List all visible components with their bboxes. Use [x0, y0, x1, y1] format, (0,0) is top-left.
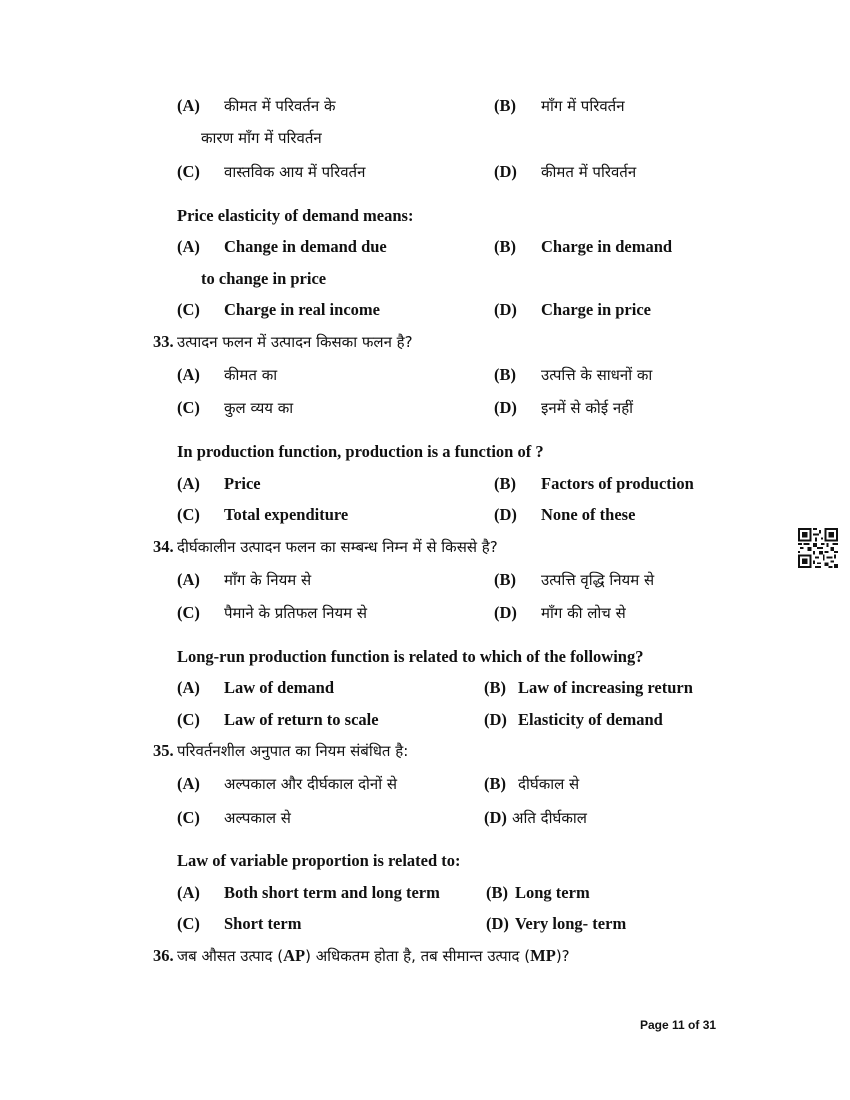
option-text: Price	[224, 474, 261, 493]
option-label: (B)	[494, 96, 516, 115]
option-label: (A)	[177, 774, 200, 793]
question-text: In production function, production is a function of ?	[177, 442, 544, 461]
option-text: Charge in price	[541, 300, 651, 319]
option-text: Elasticity of demand	[518, 710, 663, 729]
option-label: (B)	[494, 474, 516, 493]
option-label: (A)	[177, 237, 200, 256]
option-text: कीमत में परिवर्तन के	[224, 97, 336, 115]
option-label: (A)	[177, 365, 200, 384]
option-text: पैमाने के प्रतिफल नियम से	[224, 604, 368, 622]
option-text: Factors of production	[541, 474, 694, 493]
option-text: दीर्घकाल से	[518, 775, 580, 793]
question-number: 34.	[153, 537, 174, 556]
option-text: अल्पकाल और दीर्घकाल दोनों से	[224, 775, 398, 793]
question-text: उत्पादन फलन में उत्पादन किसका फलन है?	[177, 333, 413, 351]
question-text: Law of variable proportion is related to:	[177, 851, 461, 870]
option-label: (C)	[177, 914, 200, 933]
option-text: कारण माँग में परिवर्तन	[201, 129, 322, 147]
option-label: (A)	[177, 678, 200, 697]
option-text: कुल व्यय का	[224, 399, 294, 417]
option-label: (A)	[177, 474, 200, 493]
option-label: (D)	[494, 603, 517, 622]
option-label: (D)	[484, 710, 507, 729]
option-label: (C)	[177, 300, 200, 319]
question-text: Price elasticity of demand means:	[177, 206, 414, 225]
question-number: 33.	[153, 332, 174, 351]
option-text: माँग के नियम से	[224, 571, 312, 589]
option-label: (B)	[494, 365, 516, 384]
option-text: Law of return to scale	[224, 710, 379, 729]
option-text: अल्पकाल से	[224, 809, 291, 827]
option-label: (C)	[177, 398, 200, 417]
option-text: Long term	[515, 883, 590, 902]
question-number: 36.	[153, 946, 174, 965]
option-text: अति दीर्घकाल	[512, 809, 587, 827]
option-label: (B)	[484, 774, 506, 793]
option-text: उत्पत्ति के साधनों का	[541, 366, 653, 384]
option-label: (D)	[494, 505, 517, 524]
option-text: Charge in real income	[224, 300, 380, 319]
option-text: Short term	[224, 914, 302, 933]
option-text: Charge in demand	[541, 237, 673, 256]
option-label: (B)	[494, 570, 516, 589]
option-label: (D)	[494, 162, 517, 181]
option-text: इनमें से कोई नहीं	[541, 399, 634, 417]
option-text: कीमत का	[224, 366, 278, 384]
option-text: Total expenditure	[224, 505, 349, 524]
question-text: दीर्घकालीन उत्पादन फलन का सम्बन्ध निम्न में से किससे है?	[177, 538, 498, 556]
option-label: (B)	[484, 678, 506, 697]
option-text: Change in demand due	[224, 237, 387, 256]
option-text: to change in price	[201, 269, 327, 288]
option-text: Very long- term	[515, 914, 627, 933]
question-text: जब औसत उत्पाद (AP) अधिकतम होता है, तब सीमान्त उत्पाद (MP)?	[177, 946, 570, 965]
option-label: (C)	[177, 710, 200, 729]
option-label: (D)	[484, 808, 507, 827]
option-label: (C)	[177, 162, 200, 181]
option-text: Law of demand	[224, 678, 335, 697]
question-text: परिवर्तनशील अनुपात का नियम संबंधित है:	[177, 742, 409, 760]
option-label: (B)	[494, 237, 516, 256]
option-text: माँग की लोच से	[541, 604, 626, 622]
option-text: Law of increasing return	[518, 678, 693, 697]
option-label: (A)	[177, 883, 200, 902]
question-number: 35.	[153, 741, 174, 760]
option-text: उत्पत्ति वृद्धि नियम से	[541, 571, 655, 589]
option-label: (A)	[177, 570, 200, 589]
option-label: (C)	[177, 505, 200, 524]
option-label: (A)	[177, 96, 200, 115]
option-text: माँग में परिवर्तन	[541, 97, 625, 115]
option-label: (D)	[494, 398, 517, 417]
option-label: (D)	[486, 914, 509, 933]
option-text: Both short term and long term	[224, 883, 440, 902]
option-label: (C)	[177, 808, 200, 827]
option-label: (C)	[177, 603, 200, 622]
question-text: Long-run production function is related to which of the following?	[177, 647, 644, 666]
option-text: कीमत में परिवर्तन	[541, 163, 637, 181]
qr-code-icon	[798, 528, 838, 568]
option-text: None of these	[541, 505, 636, 524]
option-label: (D)	[494, 300, 517, 319]
page-number: Page 11 of 31	[640, 1018, 717, 1032]
option-text: वास्तविक आय में परिवर्तन	[224, 163, 366, 181]
option-label: (B)	[486, 883, 508, 902]
